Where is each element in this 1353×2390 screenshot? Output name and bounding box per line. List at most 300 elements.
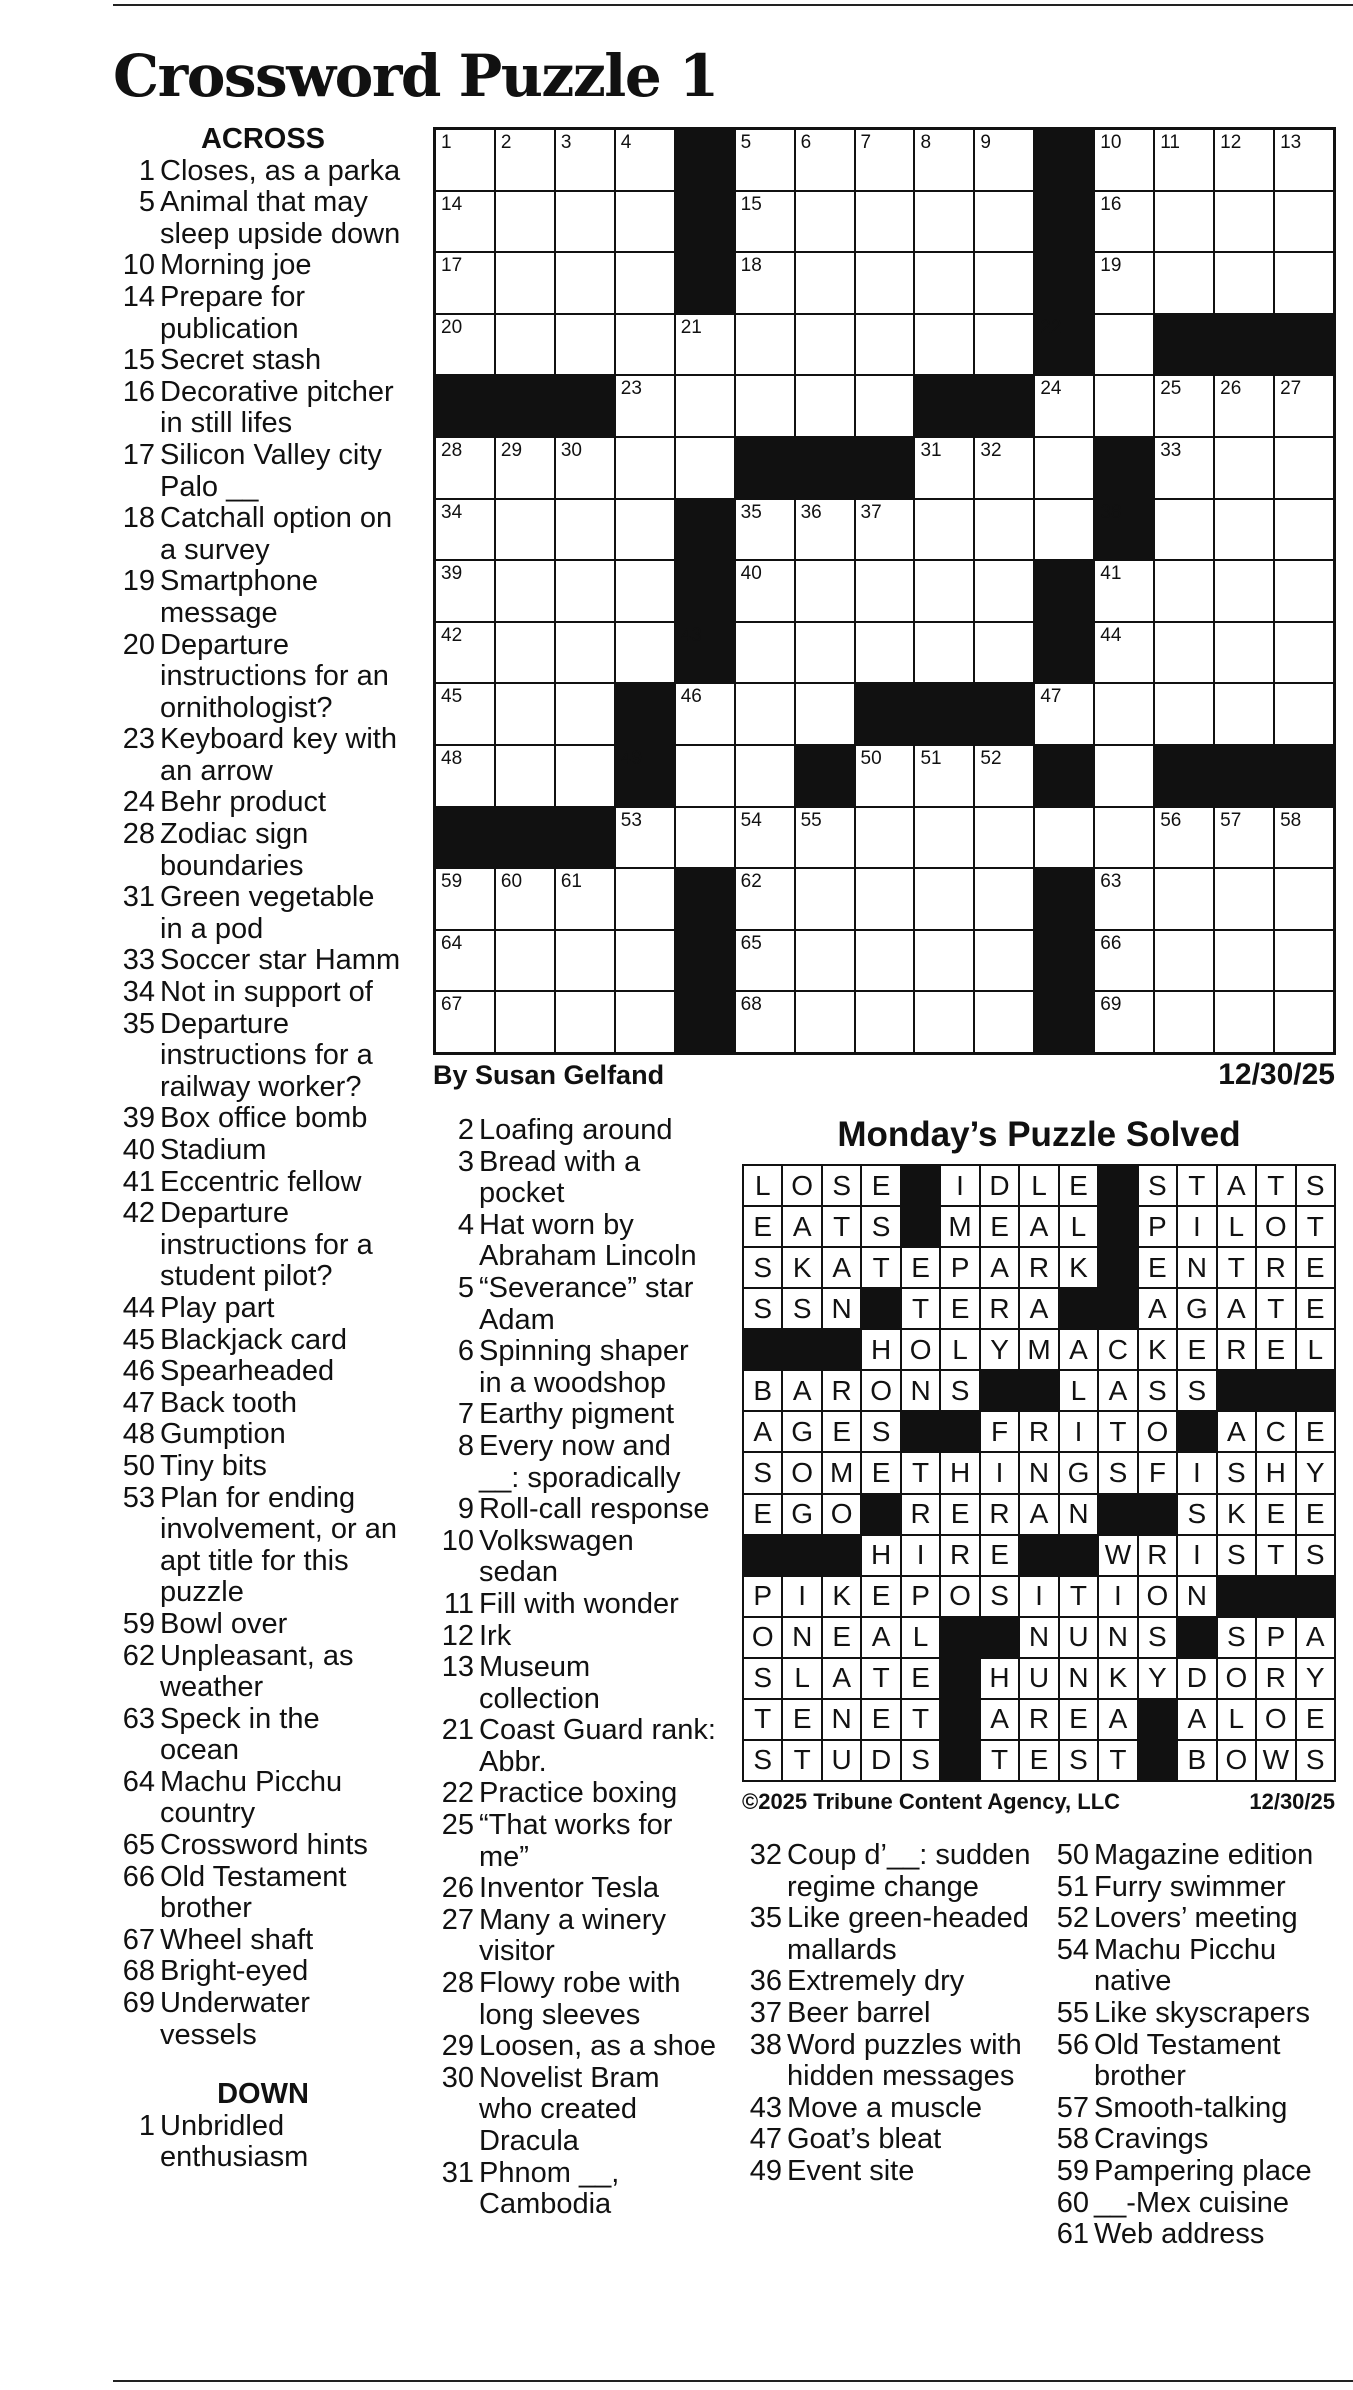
solved-letter: Y	[1297, 1453, 1334, 1492]
grid-cell[interactable]	[556, 192, 614, 252]
down-clue[interactable]	[1043, 1872, 1353, 1904]
grid-cell[interactable]	[1215, 992, 1273, 1052]
down-clue[interactable]	[426, 1778, 718, 1810]
grid-cell[interactable]	[796, 684, 854, 744]
across-clue[interactable]	[113, 1009, 403, 1104]
grid-cell[interactable]	[556, 992, 614, 1052]
grid-cell[interactable]	[1095, 684, 1153, 744]
grid-cell[interactable]	[616, 931, 674, 991]
down-clue[interactable]	[426, 1526, 718, 1589]
solved-letter: N	[1020, 1453, 1057, 1492]
down-clue[interactable]	[426, 2063, 718, 2158]
grid-cell[interactable]	[1095, 253, 1153, 313]
grid-cell[interactable]	[1095, 130, 1153, 190]
grid-cell[interactable]	[556, 130, 614, 190]
down-clue[interactable]	[426, 1431, 718, 1494]
solved-letter: E	[1178, 1330, 1215, 1369]
grid-cell[interactable]	[436, 623, 494, 683]
solved-letter: N	[823, 1700, 860, 1739]
grid-cell[interactable]	[1035, 808, 1093, 868]
grid-cell[interactable]	[1155, 684, 1213, 744]
grid-cell[interactable]	[436, 869, 494, 929]
grid-cell[interactable]	[975, 192, 1033, 252]
solved-letter: O	[902, 1330, 939, 1369]
grid-cell[interactable]	[736, 746, 794, 806]
grid-cell[interactable]	[1155, 253, 1213, 313]
grid-cell[interactable]	[496, 869, 554, 929]
down-clue[interactable]	[426, 1494, 718, 1526]
grid-cell[interactable]	[1275, 623, 1333, 683]
clue-text: Plan for ending involvement, or an apt title for this puzzle	[160, 1481, 397, 1609]
grid-cell[interactable]	[436, 438, 494, 498]
down-clue[interactable]	[426, 1905, 718, 1968]
down-clue[interactable]	[736, 2030, 1036, 2093]
down-clue[interactable]	[426, 1336, 718, 1399]
grid-cell[interactable]	[1275, 561, 1333, 621]
grid-cell[interactable]	[616, 253, 674, 313]
grid-cell[interactable]	[616, 192, 674, 252]
grid-cell[interactable]	[1095, 561, 1153, 621]
down-clue[interactable]	[426, 2158, 718, 2221]
across-clue[interactable]	[113, 282, 403, 345]
grid-cell[interactable]	[796, 253, 854, 313]
cell-number: 30	[560, 439, 582, 461]
grid-cell[interactable]	[915, 438, 973, 498]
grid-cell[interactable]	[1215, 192, 1273, 252]
down-clue[interactable]	[426, 1652, 718, 1715]
grid-cell[interactable]	[975, 931, 1033, 991]
down-clue[interactable]	[426, 1399, 718, 1431]
grid-cell[interactable]	[796, 500, 854, 560]
cell-number: 65	[740, 932, 762, 954]
solved-letter: D	[1178, 1659, 1215, 1698]
grid-cell[interactable]	[496, 130, 554, 190]
down-clue[interactable]	[736, 1903, 1036, 1966]
grid-cell[interactable]	[1095, 315, 1153, 375]
grid-cell[interactable]	[616, 500, 674, 560]
grid-cell[interactable]	[496, 438, 554, 498]
down-clue[interactable]	[426, 1810, 718, 1873]
grid-cell[interactable]	[556, 500, 614, 560]
grid-cell[interactable]	[975, 623, 1033, 683]
grid-cell[interactable]	[616, 808, 674, 868]
across-clue[interactable]	[113, 1419, 403, 1451]
grid-cell[interactable]	[556, 623, 614, 683]
grid-cell[interactable]	[736, 561, 794, 621]
grid-cell[interactable]	[856, 253, 914, 313]
across-clue[interactable]	[113, 440, 403, 503]
down-clue[interactable]	[736, 2156, 1036, 2188]
down-clue[interactable]	[113, 2111, 403, 2174]
grid-cell[interactable]	[496, 684, 554, 744]
across-clue[interactable]	[113, 1135, 403, 1167]
grid-cell[interactable]	[915, 869, 973, 929]
down-clue[interactable]	[1043, 1903, 1353, 1935]
grid-cell[interactable]	[436, 192, 494, 252]
clue-text: Furry swimmer	[1094, 1870, 1286, 1903]
grid-cell[interactable]	[1155, 869, 1213, 929]
clue-text: Every now and __: sporadically	[479, 1429, 681, 1494]
grid-cell[interactable]	[1095, 746, 1153, 806]
clue-text: Coast Guard rank: Abbr.	[479, 1714, 716, 1778]
grid-cell[interactable]	[496, 746, 554, 806]
grid-cell[interactable]	[736, 192, 794, 252]
down-clue[interactable]	[1043, 1998, 1353, 2030]
clue-number: 43	[749, 2091, 782, 2124]
grid-cell[interactable]	[556, 746, 614, 806]
grid-cell[interactable]	[1215, 253, 1273, 313]
grid-cell[interactable]	[1275, 376, 1333, 436]
grid-cell[interactable]	[915, 623, 973, 683]
grid-cell[interactable]	[1275, 808, 1333, 868]
across-clue[interactable]	[113, 882, 403, 945]
down-clue[interactable]	[426, 1115, 718, 1147]
grid-cell[interactable]	[496, 623, 554, 683]
across-clue[interactable]	[113, 819, 403, 882]
across-clue[interactable]	[113, 1956, 403, 1988]
grid-cell[interactable]	[1275, 869, 1333, 929]
grid-cell[interactable]	[1095, 992, 1153, 1052]
grid-cell[interactable]	[796, 315, 854, 375]
grid-cell[interactable]	[1275, 130, 1333, 190]
grid-cell[interactable]	[975, 808, 1033, 868]
across-clue[interactable]	[113, 377, 403, 440]
down-clue[interactable]	[426, 2031, 718, 2063]
grid-cell[interactable]	[1275, 500, 1333, 560]
grid-cell[interactable]	[1215, 130, 1273, 190]
grid-cell[interactable]	[1275, 684, 1333, 744]
black-square	[915, 376, 973, 436]
grid-cell[interactable]	[496, 561, 554, 621]
down-clue[interactable]	[1043, 1935, 1353, 1998]
grid-cell[interactable]	[1095, 931, 1153, 991]
down-clue[interactable]	[736, 2093, 1036, 2125]
grid-cell[interactable]	[736, 869, 794, 929]
grid-cell[interactable]	[736, 376, 794, 436]
grid-cell[interactable]	[736, 315, 794, 375]
grid-cell[interactable]	[796, 869, 854, 929]
grid-cell[interactable]	[1275, 253, 1333, 313]
grid-cell[interactable]	[1155, 808, 1213, 868]
down-clue[interactable]	[426, 1147, 718, 1210]
across-clue[interactable]	[113, 187, 403, 250]
grid-cell[interactable]	[436, 561, 494, 621]
across-clue[interactable]	[113, 1198, 403, 1293]
grid-cell[interactable]	[856, 500, 914, 560]
grid-cell[interactable]	[496, 500, 554, 560]
across-clue[interactable]	[113, 1925, 403, 1957]
grid-cell[interactable]	[736, 684, 794, 744]
grid-cell[interactable]	[1155, 438, 1213, 498]
grid-cell[interactable]	[1155, 931, 1213, 991]
across-clue[interactable]	[113, 250, 403, 282]
across-clue[interactable]	[113, 1451, 403, 1483]
down-clue[interactable]	[426, 1621, 718, 1653]
solved-black-square	[823, 1330, 860, 1369]
grid-cell[interactable]	[556, 684, 614, 744]
clue-text: Smooth-talking	[1094, 2091, 1288, 2124]
solved-letter: S	[744, 1453, 781, 1492]
across-clue[interactable]	[113, 724, 403, 787]
grid-cell[interactable]	[556, 869, 614, 929]
grid-cell[interactable]	[1215, 561, 1273, 621]
across-clue[interactable]	[113, 1388, 403, 1420]
across-clue[interactable]	[113, 1609, 403, 1641]
grid-cell[interactable]	[1095, 808, 1153, 868]
down-clue[interactable]	[426, 1273, 718, 1336]
down-clue[interactable]	[736, 1998, 1036, 2030]
grid-cell[interactable]	[1275, 931, 1333, 991]
grid-cell[interactable]	[616, 561, 674, 621]
grid-cell[interactable]	[736, 808, 794, 868]
grid-cell[interactable]	[796, 561, 854, 621]
grid-cell[interactable]	[856, 376, 914, 436]
grid-cell[interactable]	[556, 931, 614, 991]
grid-cell[interactable]	[856, 192, 914, 252]
black-square	[556, 808, 614, 868]
grid-cell[interactable]	[1155, 192, 1213, 252]
grid-cell[interactable]	[1035, 376, 1093, 436]
grid-cell[interactable]	[856, 130, 914, 190]
grid-cell[interactable]	[915, 253, 973, 313]
across-clue[interactable]	[113, 1325, 403, 1357]
grid-cell[interactable]	[915, 992, 973, 1052]
clue-text: Smartphone message	[160, 565, 318, 629]
grid-cell[interactable]	[1215, 931, 1273, 991]
grid-cell[interactable]	[556, 561, 614, 621]
grid-cell[interactable]	[736, 931, 794, 991]
across-clue[interactable]	[113, 1293, 403, 1325]
grid-cell[interactable]	[436, 253, 494, 313]
black-square	[676, 500, 734, 560]
grid-cell[interactable]	[1215, 500, 1273, 560]
solved-letter: S	[1139, 1166, 1176, 1205]
grid-cell[interactable]	[1095, 192, 1153, 252]
grid-cell[interactable]	[1155, 992, 1213, 1052]
grid-cell[interactable]	[975, 253, 1033, 313]
solved-letter: E	[1139, 1248, 1176, 1287]
down-clue[interactable]	[426, 1715, 718, 1778]
grid-cell[interactable]	[496, 931, 554, 991]
down-clue[interactable]	[426, 1968, 718, 2031]
cell-number: 10	[1100, 132, 1122, 153]
grid-cell[interactable]	[1035, 500, 1093, 560]
solved-letter: K	[783, 1248, 820, 1287]
grid-cell[interactable]	[1215, 438, 1273, 498]
grid-cell[interactable]	[1215, 808, 1273, 868]
across-clue[interactable]	[113, 787, 403, 819]
grid-cell[interactable]	[436, 746, 494, 806]
grid-cell[interactable]	[1095, 623, 1153, 683]
across-clue[interactable]	[113, 1988, 403, 2051]
across-clue[interactable]	[113, 566, 403, 629]
grid-cell[interactable]	[1035, 684, 1093, 744]
grid-cell[interactable]	[616, 376, 674, 436]
down-clue[interactable]	[736, 1966, 1036, 1998]
solved-black-square	[1139, 1700, 1176, 1739]
across-clue[interactable]	[113, 156, 403, 188]
grid-cell[interactable]	[436, 684, 494, 744]
grid-cell[interactable]	[676, 684, 734, 744]
grid-cell[interactable]	[915, 130, 973, 190]
grid-cell[interactable]	[676, 808, 734, 868]
grid-cell[interactable]	[915, 931, 973, 991]
down-clue[interactable]	[426, 1873, 718, 1905]
grid-cell[interactable]	[1095, 869, 1153, 929]
grid-cell[interactable]	[915, 500, 973, 560]
solved-letter: A	[823, 1248, 860, 1287]
grid-cell[interactable]	[975, 500, 1033, 560]
cell-number: 68	[740, 994, 762, 1016]
across-clue[interactable]	[113, 1704, 403, 1767]
across-clue[interactable]	[113, 1862, 403, 1925]
grid-cell[interactable]	[736, 253, 794, 313]
grid-cell[interactable]	[736, 130, 794, 190]
grid-cell[interactable]	[796, 192, 854, 252]
grid-cell[interactable]	[796, 130, 854, 190]
grid-cell[interactable]	[975, 992, 1033, 1052]
grid-cell[interactable]	[556, 253, 614, 313]
grid-cell[interactable]	[856, 623, 914, 683]
down-clue[interactable]	[1043, 2124, 1353, 2156]
across-clue[interactable]	[113, 1641, 403, 1704]
grid-cell[interactable]	[676, 746, 734, 806]
down-clue[interactable]	[1043, 2219, 1353, 2251]
grid-cell[interactable]	[796, 808, 854, 868]
grid-cell[interactable]	[496, 315, 554, 375]
across-clue[interactable]	[113, 1103, 403, 1135]
cell-number: 41	[1100, 563, 1122, 585]
across-clue[interactable]	[113, 345, 403, 377]
grid-cell[interactable]	[736, 623, 794, 683]
grid-cell[interactable]	[616, 315, 674, 375]
across-clue[interactable]	[113, 1830, 403, 1862]
grid-cell[interactable]	[1155, 623, 1213, 683]
grid-cell[interactable]	[915, 561, 973, 621]
grid-cell[interactable]	[856, 315, 914, 375]
down-clue[interactable]	[736, 2124, 1036, 2156]
grid-cell[interactable]	[556, 438, 614, 498]
grid-cell[interactable]	[796, 992, 854, 1052]
grid-cell[interactable]	[676, 376, 734, 436]
grid-cell[interactable]	[1095, 376, 1153, 436]
grid-cell[interactable]	[436, 931, 494, 991]
grid-cell[interactable]	[676, 438, 734, 498]
grid-cell[interactable]	[1155, 500, 1213, 560]
down-clue[interactable]	[426, 1589, 718, 1621]
grid-cell[interactable]	[436, 315, 494, 375]
grid-cell[interactable]	[915, 808, 973, 868]
down-clue[interactable]	[1043, 1840, 1353, 1872]
grid-cell[interactable]	[796, 931, 854, 991]
grid-cell[interactable]	[496, 992, 554, 1052]
grid-cell[interactable]	[436, 992, 494, 1052]
grid-cell[interactable]	[796, 623, 854, 683]
grid-cell[interactable]	[856, 992, 914, 1052]
grid-cell[interactable]	[856, 561, 914, 621]
across-clue[interactable]	[113, 945, 403, 977]
grid-cell[interactable]	[436, 130, 494, 190]
crossword-grid[interactable]	[433, 127, 1336, 1055]
clue-text: Goat’s bleat	[787, 2123, 942, 2156]
grid-cell[interactable]	[1275, 438, 1333, 498]
across-clue[interactable]	[113, 1167, 403, 1199]
clue-number: 31	[441, 2156, 474, 2189]
grid-cell[interactable]	[975, 869, 1033, 929]
clue-number: 47	[749, 2123, 782, 2156]
grid-cell[interactable]	[616, 130, 674, 190]
clue-text: Irk	[479, 1619, 512, 1652]
grid-cell[interactable]	[436, 500, 494, 560]
down-clue[interactable]	[1043, 2156, 1353, 2188]
grid-cell[interactable]	[736, 992, 794, 1052]
clue-number: 47	[122, 1386, 155, 1419]
grid-cell[interactable]	[915, 746, 973, 806]
grid-cell[interactable]	[915, 192, 973, 252]
grid-cell[interactable]	[975, 130, 1033, 190]
grid-cell[interactable]	[676, 315, 734, 375]
grid-cell[interactable]	[856, 931, 914, 991]
grid-cell[interactable]	[975, 315, 1033, 375]
grid-cell[interactable]	[1155, 376, 1213, 436]
across-clue[interactable]	[113, 977, 403, 1009]
down-clue[interactable]	[1043, 2093, 1353, 2125]
down-clue[interactable]	[426, 1210, 718, 1273]
grid-cell[interactable]	[1275, 192, 1333, 252]
grid-cell[interactable]	[1215, 623, 1273, 683]
grid-cell[interactable]	[1215, 869, 1273, 929]
grid-cell[interactable]	[975, 561, 1033, 621]
grid-cell[interactable]	[915, 315, 973, 375]
across-clue[interactable]	[113, 1767, 403, 1830]
grid-cell[interactable]	[1155, 130, 1213, 190]
grid-cell[interactable]	[616, 438, 674, 498]
clue-text: Prepare for publication	[160, 280, 306, 345]
grid-cell[interactable]	[616, 869, 674, 929]
grid-cell[interactable]	[1215, 684, 1273, 744]
grid-cell[interactable]	[975, 746, 1033, 806]
grid-cell[interactable]	[496, 192, 554, 252]
cell-number: 58	[1280, 809, 1302, 831]
across-clue[interactable]	[113, 1483, 403, 1609]
grid-cell[interactable]	[856, 746, 914, 806]
down-clue[interactable]	[1043, 2188, 1353, 2220]
grid-cell[interactable]	[1155, 561, 1213, 621]
grid-cell[interactable]	[856, 869, 914, 929]
clue-text: Magazine edition	[1094, 1839, 1314, 1871]
down-clue[interactable]	[1043, 2030, 1353, 2093]
grid-cell[interactable]	[1035, 438, 1093, 498]
grid-cell[interactable]	[616, 623, 674, 683]
grid-cell[interactable]	[556, 315, 614, 375]
solved-letter: I	[902, 1536, 939, 1575]
across-clue[interactable]	[113, 630, 403, 725]
grid-cell[interactable]	[1275, 992, 1333, 1052]
grid-cell[interactable]	[496, 253, 554, 313]
grid-cell[interactable]	[616, 992, 674, 1052]
across-clue[interactable]	[113, 1356, 403, 1388]
grid-cell[interactable]	[1215, 376, 1273, 436]
grid-cell[interactable]	[856, 808, 914, 868]
down-clue[interactable]	[736, 1840, 1036, 1903]
solved-letter: K	[1218, 1495, 1255, 1534]
solved-letter: N	[1099, 1618, 1136, 1657]
solved-letter: O	[1139, 1577, 1176, 1616]
grid-cell[interactable]	[736, 500, 794, 560]
across-clue[interactable]	[113, 503, 403, 566]
grid-cell[interactable]	[796, 376, 854, 436]
grid-cell[interactable]	[975, 438, 1033, 498]
